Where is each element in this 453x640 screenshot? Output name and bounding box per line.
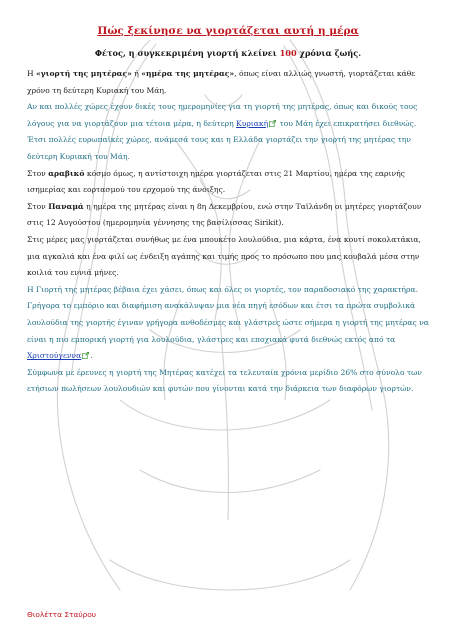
paragraph-dates <box>27 99 429 132</box>
paragraph-text: . <box>90 351 93 361</box>
link-christmas[interactable]: Χριστούγεννα <box>27 351 82 361</box>
paragraph-text: Η <box>27 69 37 78</box>
external-link-icon <box>269 120 276 127</box>
subtitle <box>27 47 429 59</box>
bold-term: «γιορτή της μητέρας» <box>36 69 132 78</box>
paragraph-intro <box>27 66 429 99</box>
paragraph-text: Στον <box>27 168 49 178</box>
paragraph-text: ή <box>131 69 142 78</box>
paragraph-text: , όπως είναι αλλιώς γνωστή, γιορτάζεται κάθε χρόνο τη δεύτερη Κυριακή του Μάη. <box>27 69 416 95</box>
page-title: Πώς ξεκίνησε να γιορτάζεται αυτή η μέρα <box>97 25 359 37</box>
paragraph-tradition: Η Γιορτή της μητέρας βέβαια έχει χάσει, όπως και όλες οι γιορτές, τον παραδοσιακό της χαρακτήρα. <box>27 284 418 294</box>
paragraph-text: του Μάη έχει επικρατήσει διεθνώς. <box>277 118 417 128</box>
paragraph-text: Αν και πολλές χώρες έχουν δικές τους ημερομηνίες για τη γιορτή της μητέρας, όπως και δικούς τους λόγους για να γιορτάζουν μια τέτοια μέρα, η δεύτερη <box>27 102 418 128</box>
paragraph-text: η ημέρα της μητέρας είναι η 8η Δεκεμβρίου, ενώ στην Ταϊλάνδη οι μητέρες γιορτάζουν στις 12 Αυγούστου (ημερομηνία γέννησης της βασίλισσας Sirikit). <box>27 201 422 228</box>
bold-term: αραβικό <box>48 168 85 178</box>
paragraph-statistics: Σύμφωνα με έρευνες η γιορτή της Μητέρας κατέχει τα τελευταία χρόνια μερίδιο 26% στο σύνολο των ετήσιων πωλήσεων λουλουδιών και φυτών που γίνονται κατά την διάρκεια των διαφόρων γιορτών. <box>27 367 422 394</box>
paragraph-text: Γρήγορα το εμπόριο και διαφήμιση ανακάλυψαν μια νέα πηγή εσόδων και έτσι τα πρώτα συμβολικά λουλούδια της γιορτής έγιναν γρήγορα ανθοδέσμες και γλάστρες ώστε σήμερα η γιορτή της μητέρας να είναι η πιο εμπορική γιορτή για λουλούδια, γλάστρες και εποχιακά φυτά διεθνώς εκτός από τα <box>27 301 429 344</box>
bold-term: «ημέρα της μητέρας» <box>141 69 235 78</box>
link-kyriaki[interactable]: Κυριακή <box>236 118 269 128</box>
subtitle-highlight-number: 100 <box>279 48 297 58</box>
subtitle-text-end: χρόνια ζωής. <box>296 48 362 58</box>
paragraph-commerce <box>27 298 429 364</box>
paragraph-celebration: Στις μέρες μας γιορτάζεται συνήθως με ένα μπουκέτο λουλούδια, μια κάρτα, ένα κουτί σοκολατάκια, μια αγκαλιά και ένα φιλί ως ένδειξη αγάπης και τιμής προς το πρόσωπο που μας κουβαλά μέσα στην κοιλιά του εννιά μήνες. <box>27 234 421 278</box>
bold-term: Παναμά <box>48 201 84 211</box>
paragraph-europe: Έτσι πολλές ευρωπαϊκές χώρες, ανάμεσά τους και η Ελλάδα γιορτάζει την γιορτή της μητέρας την δεύτερη Κυριακή του Μάη. <box>27 135 411 161</box>
paragraph-arab-world <box>27 166 429 199</box>
author-footer: Θιολέττα Σταύρου <box>27 610 97 619</box>
document-body <box>27 24 429 398</box>
paragraph-text: κόσμο όμως, η αντίστοιχη ημέρα γιορτάζεται στις 21 Μαρτίου, ημέρα της εαρινής ισημερίας και εορτασμού του ερχομού της άνοιξης. <box>27 168 405 195</box>
paragraph-panama <box>27 199 429 232</box>
subtitle-text-start: Φέτος, η συγκεκριμένη γιορτή κλείνει <box>94 48 280 58</box>
paragraph-text: Στον <box>27 201 49 211</box>
external-link-icon <box>82 352 89 359</box>
